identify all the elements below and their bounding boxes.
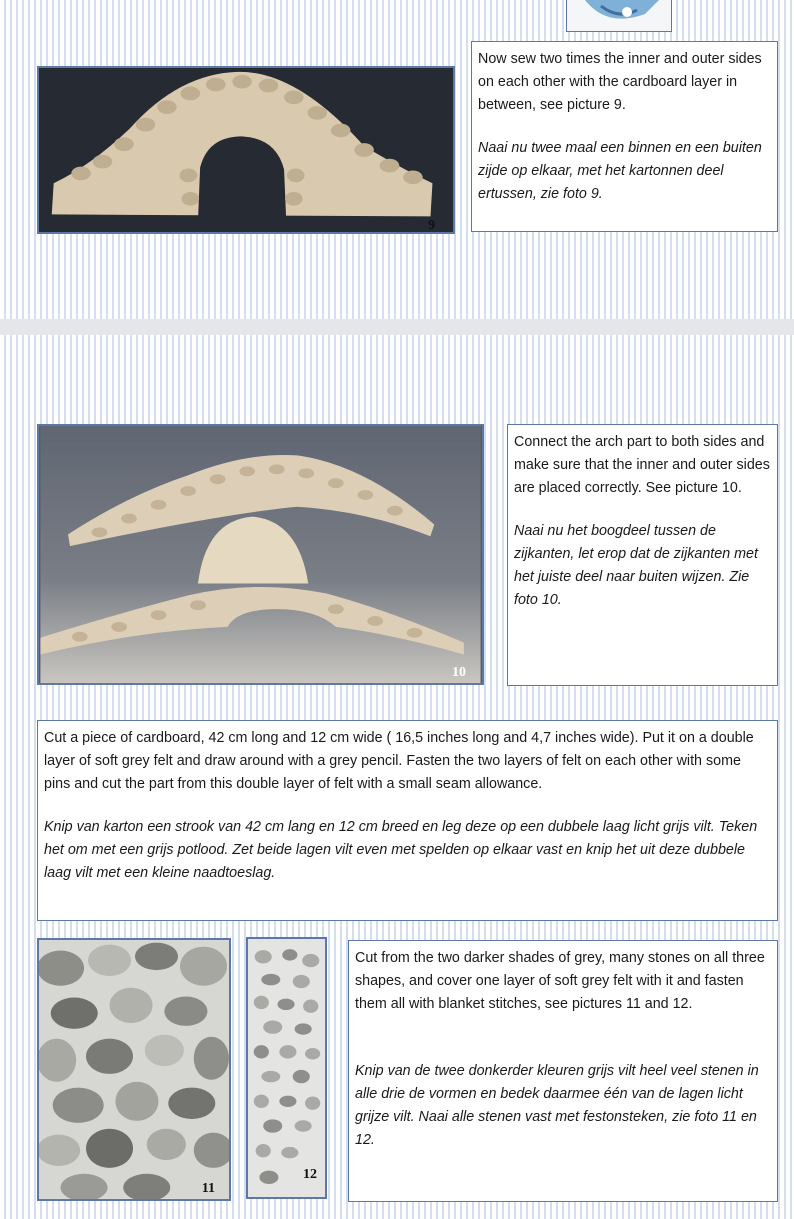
dutch-instruction: Knip van karton een strook van 42 cm lang en 12 cm breed en leg deze op een dubbele laag licht grijs vilt. Teken het om met een grijs potlood. Zet beide lagen vilt even met spelden op elkaar vast en knip het uit deze dubbele laag vilt met een kleine naadtoeslag. [44,819,758,881]
dutch-instruction: Naai nu twee maal een binnen en een buiten zijde op elkaar, met het kartonnen deel ertussen, zie foto 9. [478,140,762,202]
picture-number: 11 [201,1181,215,1196]
picture-number: 10 [452,665,466,680]
dutch-instruction: Knip van de twee donkerder kleuren grijs vilt heel veel stenen in alle drie de vormen en bedek daarmee één van de lagen licht grijze vilt. Naai alle stenen vast met festonsteken, zie foto 11 en 12. [355,1063,759,1148]
step-10-text [507,424,778,686]
step-9-text [471,41,778,232]
cut-cardboard-text [37,720,778,921]
english-instruction: Cut a piece of cardboard, 42 cm long and 12 cm wide ( 16,5 inches long and 4,7 inches wide). Put it on a double layer of soft grey felt and draw around with a grey pencil. Fasten the two layers of felt on each other with some pins and cut the part from this double layer of felt with a small seam allowance. [44,730,754,792]
english-instruction: Now sew two times the inner and outer sides on each other with the cardboard layer in between, see picture 9. [478,51,762,113]
section-divider [0,319,794,335]
photo-step-10 [37,424,484,685]
english-instruction: Cut from the two darker shades of grey, many stones on all three shapes, and cover one layer of soft grey felt with it and fasten them all with blanket stitches, see pictures 11 and 12. [355,950,765,1012]
picture-number: 9 [428,218,435,233]
assembled-bridge-image [39,426,482,683]
felt-stones-image [39,940,229,1199]
english-instruction: Connect the arch part to both sides and make sure that the inner and outer sides are placed correctly. See picture 10. [514,434,770,496]
step-11-12-text [348,940,778,1202]
photo-step-12 [246,937,327,1199]
picture-number: 12 [303,1167,317,1182]
photo-step-9 [37,66,455,234]
felt-stones-strip-image [248,939,325,1197]
photo-step-11 [37,938,231,1201]
dutch-instruction: Naai nu het boogdeel tussen de zijkanten, let erop dat de zijkanten met het juiste deel naar buiten wijzen. Zie foto 10. [514,523,758,608]
arch-side-image [39,68,453,232]
decorative-image-fragment [566,0,672,32]
